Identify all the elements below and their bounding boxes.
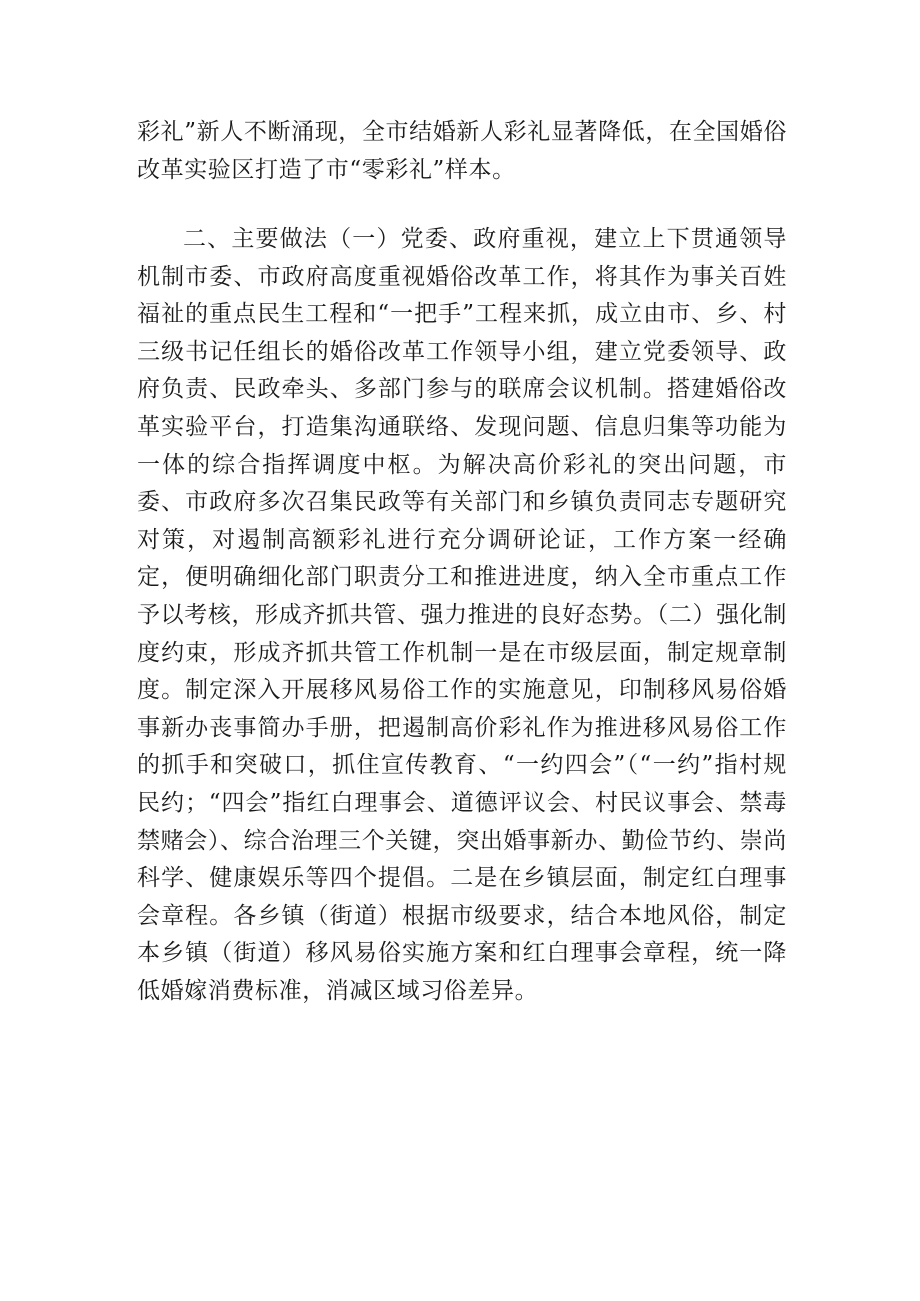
paragraph-main-practices: 二、主要做法（一）党委、政府重视，建立上下贯通领导机制市委、市政府高度重视婚俗改革工作，将其作为事关百姓福祉的重点民生工程和“一把手”工程来抓，成立由市、乡、村三级书记任组长的婚俗改革工作领导小组，建立党委领导、政府负责、民政牵头、多部门参与的联席会议机制。搭建婚俗改革实验平台，打造集沟通联络、发现问题、信息归集等功能为一体的综合指挥调度中枢。为解决高价彩礼的突出问题，市委、市政府多次召集民政等有关部门和乡镇负责同志专题研究对策，对遏制高额彩礼进行充分调研论证，工作方案一经确定，便明确细化部门职责分工和推进进度，纳入全市重点工作予以考核，形成齐抓共管、强力推进的良好态势。（二）强化制度约束，形成齐抓共管工作机制一是在市级层面，制定规章制度。制定深入开展移风易俗工作的实施意见，印制移风易俗婚事新办丧事简办手册，把遏制高价彩礼作为推进移风易俗工作的抓手和突破口，抓住宣传教育、“一约四会”（“一约”指村规民约；“四会”指红白理事会、道德评议会、村民议事会、禁毒禁赌会）、综合治理三个关键，突出婚事新办、勤俭节约、崇尚科学、健康娱乐等四个提倡。二是在乡镇层面，制定红白理事会章程。各乡镇（街道）根据市级要求，结合本地风俗，制定本乡镇（街道）移风易俗实施方案和红白理事会章程，统一降低婚嫁消费标准，消减区域习俗差异。: [137, 226, 787, 1004]
paragraph-continuation: 彩礼”新人不断涌现，全市结婚新人彩礼显著降低，在全国婚俗改革实验区打造了市“零彩礼”样本。: [137, 119, 787, 183]
